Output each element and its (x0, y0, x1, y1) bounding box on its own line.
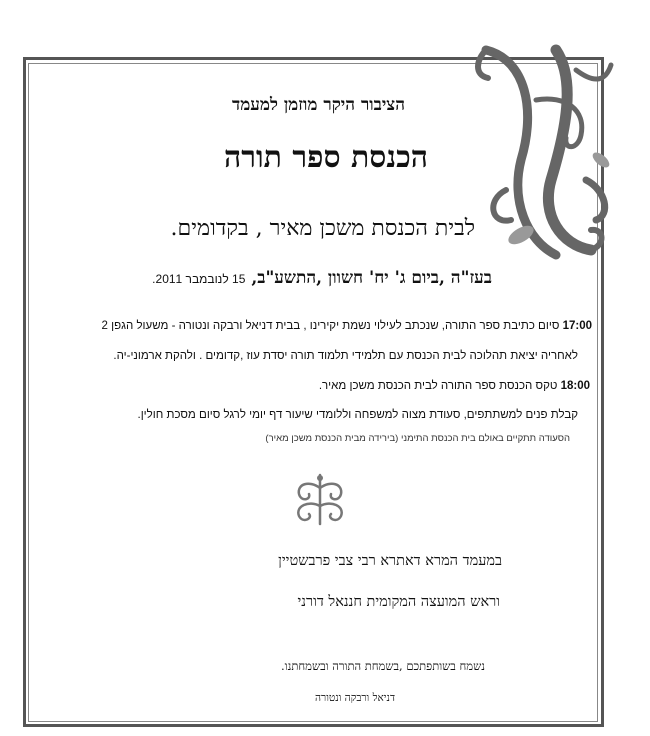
schedule-item-1 (102, 320, 593, 332)
closing-signature: דניאל ורבקה ונטורה (315, 692, 395, 704)
floral-ornament-icon (289, 470, 351, 528)
schedule-item-2: לאחריה יציאת תהלוכה לבית הכנסת עם תלמידי תלמוד תורה יסדת עוז ,קדומים . ולהקת ארמוני-יה. (113, 350, 578, 362)
closing-line: נשמח בשותפתכם ,בשמחת התורה ובשמחתנו. (280, 659, 485, 673)
schedule-time-3: 18:00 (560, 380, 590, 392)
date-gregorian: 15 לנובמבר 2011. (152, 272, 246, 286)
date-hebrew: בעז"ה ,ביום ג' יח' חשוון ,התשע"ב, (251, 268, 492, 288)
flourish-ornament-icon (466, 40, 616, 270)
schedule-item-4: קבלת פנים למשתתפים, סעודת מצוה למשפחה וללומדי שיעור דף יומי לרגל סיום מסכת חולין. (137, 409, 578, 421)
invitation-venue: לבית הכנסת משכן מאיר , בקדומים. (170, 216, 475, 241)
schedule-text-3: טקס הכנסת ספר התורה לבית הכנסת משכן מאיר. (318, 380, 558, 392)
schedule-item-3 (319, 380, 590, 392)
schedule-text-1: סיום כתיבת ספר התורה, שנכתב לעילוי נשמת יקירינו , בבית דניאל ורבקה ונטורה - משעול הגפן 2 (101, 320, 560, 332)
schedule-time-1: 17:00 (562, 320, 592, 332)
presence-council-head: וראש המועצה המקומית חננאל דורני (297, 594, 500, 610)
invitation-title: הכנסת ספר תורה (223, 140, 428, 175)
schedule-item-5: הסעודה תתקיים באולם בית הכנסת התימני (בירידה מבית הכנסת משכן מאיר) (265, 433, 570, 444)
invitation-intro: הציבור היקר מוזמן למעמד (232, 95, 405, 115)
invitation-date (152, 268, 492, 288)
presence-rabbi: במעמד המרא דאתרא רבי צבי פרבשטיין (278, 553, 502, 569)
